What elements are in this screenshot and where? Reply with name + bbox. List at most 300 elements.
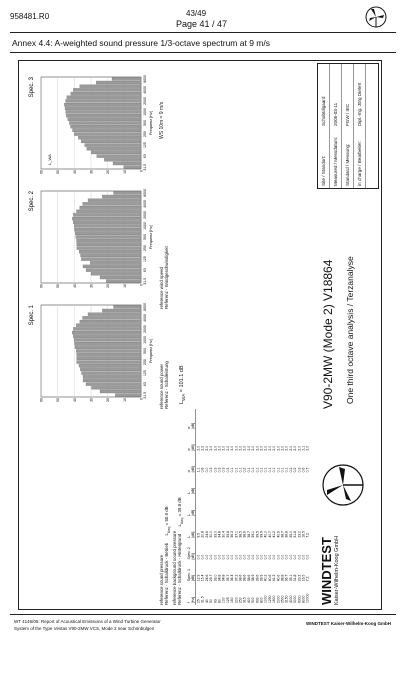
table-cell: 0.3 <box>221 467 226 473</box>
bar <box>67 96 141 99</box>
table-cell: 2.0 <box>204 445 209 451</box>
x-tick-label: 250 <box>143 359 147 365</box>
table-cell: 315 <box>242 597 247 603</box>
footer-right: WINDTEST Kaiser-Wilhelm-Koog GmbH <box>306 621 391 626</box>
bar <box>106 280 141 283</box>
table-cell: 0.1 <box>280 467 285 473</box>
table-unit: [dB] <box>191 509 195 516</box>
pressure-label: reference sound pressure <box>159 554 164 605</box>
table-cell: 2.0 <box>225 445 230 451</box>
table-cell: 23.2 <box>297 574 302 582</box>
bar <box>78 136 141 139</box>
bar <box>77 239 142 242</box>
bar <box>81 258 141 261</box>
table-cell: 80 <box>217 599 222 603</box>
bar <box>73 129 142 132</box>
info-value: FGW / IEC <box>345 103 350 126</box>
x-tick-label: 4000 <box>143 85 147 94</box>
info-value: 2005-03-11 <box>333 102 338 126</box>
x-tick-label: 63 <box>143 382 147 387</box>
x-tick-label: 31.5 <box>143 277 147 285</box>
table-cell: 38.6 <box>242 574 247 582</box>
table-cell: 2.0 <box>297 445 302 451</box>
y-tick-label: 0 <box>139 398 144 400</box>
table-cell: 39.6 <box>255 574 260 582</box>
y-tick-label: 10 <box>122 170 127 174</box>
bar <box>83 202 141 205</box>
info-label: Site / Standort: <box>321 155 326 186</box>
x-tick-label: 125 <box>143 370 147 377</box>
table-cell: 0.3 <box>217 467 222 473</box>
x-tick-label: 8000 <box>143 74 147 83</box>
y-tick-label: 60 <box>39 398 44 402</box>
x-axis-label: Frequenz [Hz] <box>149 111 153 135</box>
table-cell: 37.2 <box>234 574 239 582</box>
table-cell: 0.3 <box>225 467 230 473</box>
sheet-main-title: V90-2MW (Mode 2) V18864 <box>321 259 335 409</box>
y-tick-label: 0 <box>139 284 144 286</box>
table-labels <box>159 409 185 605</box>
bar <box>80 206 141 209</box>
info-label: in charge / Bearbeiter: <box>357 140 362 186</box>
sheet-landscape <box>19 61 381 609</box>
table-cell: 40 <box>204 599 209 603</box>
y-tick-label: 40 <box>72 284 77 288</box>
footer-left-1: WT 4146/05: Report of Acoustical Emissions of a Wind Turbine Generator <box>14 619 161 624</box>
bar <box>80 320 141 323</box>
info-row <box>330 64 342 188</box>
x-tick-label: 500 <box>143 348 147 354</box>
ws-value: WS 10m = 9 m/s <box>159 101 165 139</box>
chart-title: Spec. 3 <box>29 77 35 98</box>
table-cell: 2.0 <box>284 445 289 451</box>
footer-rule <box>10 614 396 615</box>
table-cell: 38.6 <box>242 531 247 538</box>
table-unit: [dB] <box>191 553 195 560</box>
table-cell: 0.0 <box>230 554 235 560</box>
table-cell: 0.0 <box>267 554 272 560</box>
bar <box>75 346 141 349</box>
table-cell: 38.9 <box>251 574 256 582</box>
table-cell: 2.0 <box>267 445 272 451</box>
bar <box>114 305 142 308</box>
bar <box>90 261 141 264</box>
annex-title: Annex 4.4: A-weighted sound pressure 1/3-octave spectrum at 9 m/s <box>12 38 270 48</box>
table-cell: 33.0 <box>213 574 218 582</box>
bar <box>72 217 141 220</box>
info-row <box>342 64 354 188</box>
bar <box>83 316 142 319</box>
table-cell: 0.0 <box>293 554 298 560</box>
table-cell: 0.0 <box>234 554 239 560</box>
bar <box>83 379 141 382</box>
table-unit: [dB] <box>191 531 195 538</box>
windtest-logo-icon <box>319 461 367 509</box>
table-cell: 10000 <box>305 593 310 603</box>
bar <box>86 383 141 386</box>
table-cell: 41.3 <box>272 574 277 582</box>
bar <box>73 213 141 216</box>
table-cell: 0.1 <box>246 467 251 473</box>
table-cell: 0.8 <box>200 467 205 473</box>
bar <box>87 147 141 150</box>
info-label: Measured / Messdatum: <box>333 136 338 186</box>
table-cell: 0.0 <box>204 554 209 560</box>
table-cell: 8000 <box>301 595 306 603</box>
table-cell: 2.0 <box>242 445 247 451</box>
table-cell: 0.1 <box>263 467 268 473</box>
info-value: Schobüllgaard <box>321 96 326 126</box>
bar <box>73 335 141 338</box>
table-cell: 0.1 <box>238 467 243 473</box>
bar <box>97 155 141 158</box>
table-cell: 36.3 <box>230 531 235 538</box>
rotated-datasheet <box>18 60 382 610</box>
table-cell: 0.0 <box>204 467 209 473</box>
table-cell: 2.0 <box>280 445 285 451</box>
x-tick-label: 4000 <box>143 199 147 208</box>
bar <box>112 77 141 80</box>
bar <box>81 140 141 143</box>
y-tick-label: 30 <box>89 398 94 402</box>
table-cell: 23.2 <box>297 531 302 538</box>
table-header: L <box>187 535 191 538</box>
bar <box>83 265 141 268</box>
table-header: Spec. 2 <box>187 547 191 560</box>
lwa-value: $L_{WA} = 101.1$ dB <box>179 365 187 404</box>
y-tick-label: 20 <box>106 170 111 174</box>
y-tick-label: 60 <box>39 284 44 288</box>
table-cell: 0.1 <box>259 467 264 473</box>
table-cell: 1600 <box>272 595 277 603</box>
bar <box>77 361 141 364</box>
bar <box>69 121 141 124</box>
table-cell: 9.5 <box>196 532 201 538</box>
bar <box>72 331 141 334</box>
x-axis-label: Frequenz [Hz] <box>149 225 153 249</box>
table-cell: 0.0 <box>242 554 247 560</box>
table-unit: [dB] <box>191 575 195 582</box>
bar <box>75 228 142 231</box>
table-header: σ <box>187 426 191 429</box>
table-cell: 0.1 <box>284 467 289 473</box>
bar <box>77 353 141 356</box>
x-tick-label: 125 <box>143 256 147 263</box>
bar <box>88 199 141 202</box>
table-cell: 7.2 <box>305 576 310 582</box>
table-cell: 0.1 <box>276 467 281 473</box>
table-cell: 0.6 <box>301 467 306 473</box>
info-row <box>318 64 330 188</box>
table-cell: 0.0 <box>272 554 277 560</box>
table-cell: 1000 <box>263 595 268 603</box>
table-cell: 2.0 <box>209 445 214 451</box>
bar <box>74 133 141 136</box>
table-cell: 0.0 <box>246 554 251 560</box>
data-table <box>185 409 309 605</box>
table-cell: 2.0 <box>217 445 222 451</box>
bg-label-2: Referenz - Schalldruck - Hintergrund <box>176 533 182 605</box>
y-tick-label: 50 <box>56 284 61 288</box>
table-cell: 0.2 <box>288 467 293 473</box>
table-cell: 200 <box>234 597 239 603</box>
y-tick-label: 0 <box>139 170 144 172</box>
company-name: WINDTEST <box>319 537 334 605</box>
bar <box>77 210 142 213</box>
y-tick-label: 40 <box>72 170 77 174</box>
table-cell: 2.0 <box>246 445 251 451</box>
table-cell: 39.9 <box>259 574 264 582</box>
bar <box>66 114 141 117</box>
bar <box>102 195 141 198</box>
table-cell: 39.1 <box>251 531 256 538</box>
table-cell: 6300 <box>297 595 302 603</box>
document-id: 958481.R0 <box>10 12 50 21</box>
bar <box>79 364 141 367</box>
table-cell: 24.6 <box>204 531 209 538</box>
chart-legend: L_WA <box>47 154 52 165</box>
table-cell: 0.1 <box>272 467 277 473</box>
table-cell: 2.0 <box>213 445 218 451</box>
laeq-bg-label: $L_{Aeq} = 39.8$ dB <box>176 497 184 527</box>
table-cell: 38.5 <box>238 531 243 538</box>
wind-turbine-logo-icon <box>365 6 387 28</box>
chart-2 <box>29 189 153 288</box>
chart-title: Spec. 1 <box>29 305 35 326</box>
table-header: f <box>187 602 191 603</box>
table-cell: 2.2 <box>200 445 205 451</box>
x-axis-label: Frequenz [Hz] <box>149 339 153 363</box>
bar <box>74 338 141 341</box>
y-tick-label: 60 <box>39 170 44 174</box>
table-cell: 0.1 <box>234 467 239 473</box>
table-cell: 2.0 <box>251 445 256 451</box>
x-tick-label: 31.5 <box>143 391 147 399</box>
bar <box>79 250 141 253</box>
table-cell: 0.7 <box>305 467 310 473</box>
table-cell: 0.0 <box>238 554 243 560</box>
bar <box>74 224 141 227</box>
x-tick-label: 250 <box>143 245 147 251</box>
info-rows <box>318 64 366 188</box>
table-cell: 2.0 <box>272 445 277 451</box>
y-tick-label: 30 <box>89 170 94 174</box>
bar <box>113 162 141 165</box>
table-cell: 0.0 <box>255 554 260 560</box>
table-cell: 0.3 <box>213 467 218 473</box>
bar <box>65 107 141 110</box>
wind-label: reference wind speed <box>159 267 164 309</box>
table-cell: 16.5 <box>301 574 306 582</box>
table-cell: 16.5 <box>301 531 306 538</box>
chart-1 <box>29 303 153 402</box>
bar <box>83 375 141 378</box>
table-cell: 0.1 <box>267 467 272 473</box>
table-cell: 2.0 <box>221 445 226 451</box>
table-cell: 40.6 <box>276 574 281 582</box>
table-cell: 63 <box>213 599 218 603</box>
table-cell: 5000 <box>293 595 298 603</box>
x-tick-label: 63 <box>143 154 147 159</box>
table-cell: 30.4 <box>221 531 226 538</box>
table-cell: 38.6 <box>238 574 243 582</box>
table-unit: [dB] <box>191 466 195 473</box>
x-tick-label: 63 <box>143 268 147 273</box>
table-cell: 0.1 <box>230 467 235 473</box>
table-cell: 0.0 <box>305 554 310 560</box>
bar <box>80 368 141 371</box>
table-cell: 35.8 <box>225 531 230 538</box>
sheet-subtitle: One third octave analysis / Terzanalyse <box>345 256 355 404</box>
table-cell: 2.0 <box>234 445 239 451</box>
bar <box>114 191 142 194</box>
x-tick-label: 8000 <box>143 188 147 197</box>
table-cell: 38.7 <box>246 531 251 538</box>
table-cell: 0.0 <box>251 554 256 560</box>
table-cell: 2500 <box>280 595 285 603</box>
bar <box>77 357 141 360</box>
table-cell: 0.3 <box>297 467 302 473</box>
table-cell: 1250 <box>267 595 272 603</box>
table-cell: 7.2 <box>305 532 310 538</box>
table-cell: 2.0 <box>255 445 260 451</box>
bar <box>100 390 141 393</box>
table-cell: 35.0 <box>288 531 293 538</box>
table-cell: 0.3 <box>209 467 214 473</box>
table-cell: 0.0 <box>217 554 222 560</box>
y-tick-label: 50 <box>56 398 61 402</box>
chart-title: Spec. 2 <box>29 191 35 212</box>
bar <box>76 324 141 327</box>
table-cell: 36.4 <box>230 574 235 582</box>
table-cell: 0.2 <box>242 467 247 473</box>
company-block <box>319 510 377 605</box>
table-cell: 2.0 <box>288 445 293 451</box>
bar <box>73 221 141 224</box>
table-cell: 38.6 <box>246 574 251 582</box>
table-cell: 2.0 <box>238 445 243 451</box>
table-unit: [dB] <box>191 444 195 451</box>
bar <box>66 99 141 102</box>
table-cell: 0.0 <box>263 554 268 560</box>
bar <box>75 232 141 235</box>
table-cell: 38.8 <box>280 574 285 582</box>
y-tick-label: 40 <box>72 398 77 402</box>
info-value: Dipl.-Ing. Jörg Dietert <box>357 82 362 126</box>
table-cell: 100 <box>221 597 226 603</box>
table-cell: 31.5 <box>200 596 205 603</box>
table-header: L <box>187 492 191 495</box>
table-cell: 0.1 <box>255 467 260 473</box>
table-cell: 34.8 <box>217 531 222 538</box>
bar <box>77 247 141 250</box>
data-table-area <box>159 409 309 605</box>
table-cell: 41.2 <box>272 531 277 538</box>
chart-3 <box>29 75 153 174</box>
table-cell: 0.0 <box>213 554 218 560</box>
bar <box>73 327 141 330</box>
table-cell: 0.0 <box>225 554 230 560</box>
bar <box>81 254 142 257</box>
table-cell: 800 <box>259 597 264 603</box>
bar <box>124 166 141 169</box>
table-cell: 40.6 <box>267 574 272 582</box>
annex-rule <box>10 52 396 53</box>
spectrum-charts <box>25 65 315 409</box>
info-box <box>317 63 379 189</box>
table-cell: 33.0 <box>213 531 218 538</box>
bar <box>73 88 141 91</box>
bar <box>92 386 142 389</box>
table-cell: 0.1 <box>251 467 256 473</box>
table-cell: 3150 <box>284 595 289 603</box>
bar <box>68 118 141 121</box>
table-cell: 34.8 <box>221 574 226 582</box>
power-label: reference sound power <box>159 364 164 409</box>
info-row <box>354 64 366 188</box>
table-cell: 0.0 <box>200 554 205 560</box>
table-cell: 0.0 <box>301 554 306 560</box>
bar <box>75 342 142 345</box>
x-tick-label: 2000 <box>143 211 147 219</box>
table-cell: 2000 <box>276 595 281 603</box>
table-cell: 0.0 <box>276 554 281 560</box>
y-tick-label: 10 <box>122 284 127 288</box>
x-tick-label: 500 <box>143 234 147 240</box>
header-rule <box>10 32 396 33</box>
table-cell: 31.8 <box>293 574 298 582</box>
table-cell: 1.1 <box>196 467 201 473</box>
table-header: σ <box>187 470 191 473</box>
bar <box>86 269 141 272</box>
table-cell: 12.9 <box>196 574 201 582</box>
table-cell: 40.0 <box>263 531 268 538</box>
table-cell: 40.6 <box>276 531 281 538</box>
company-subname: Kaiser-Wilhelm-Koog GmbH <box>334 535 340 605</box>
table-cell: 125 <box>225 597 230 603</box>
table-cell: 400 <box>246 597 251 603</box>
table-cell: 39.9 <box>259 531 264 538</box>
table-cell: 30.0 <box>209 531 214 538</box>
table-cell: 2.0 <box>293 445 298 451</box>
laeq-label: $L_{Aeq} = 50.9$ dB <box>164 506 171 536</box>
bar <box>85 144 141 147</box>
x-tick-label: 8000 <box>143 302 147 311</box>
table-cell: 29.7 <box>209 574 214 582</box>
table-cell: 500 <box>251 597 256 603</box>
table-unit: [dB] <box>191 488 195 495</box>
bar <box>88 313 141 316</box>
table-cell: 36.8 <box>284 531 289 538</box>
table-cell: 24.6 <box>204 574 209 582</box>
bar <box>64 103 141 106</box>
table-cell: 20.8 <box>200 531 205 538</box>
table-cell: 2.0 <box>230 445 235 451</box>
table-cell: 15.4 <box>200 574 205 582</box>
table-header: L <box>187 513 191 516</box>
table-cell: 0.0 <box>297 554 302 560</box>
pressure-label-2: Referenz - Schalldruck - Betrieb <box>164 542 169 605</box>
table-cell: 0.0 <box>288 554 293 560</box>
bar <box>104 158 141 161</box>
table-cell: 0.0 <box>280 554 285 560</box>
wind-label-2: Referenz - Windgeschwindigkeit <box>164 246 169 309</box>
x-tick-label: 4000 <box>143 313 147 322</box>
table-cell: 250 <box>238 597 243 603</box>
table-cell: 38.7 <box>280 531 285 538</box>
x-tick-label: 1000 <box>143 336 147 344</box>
table-unit: [dB] <box>191 422 195 429</box>
